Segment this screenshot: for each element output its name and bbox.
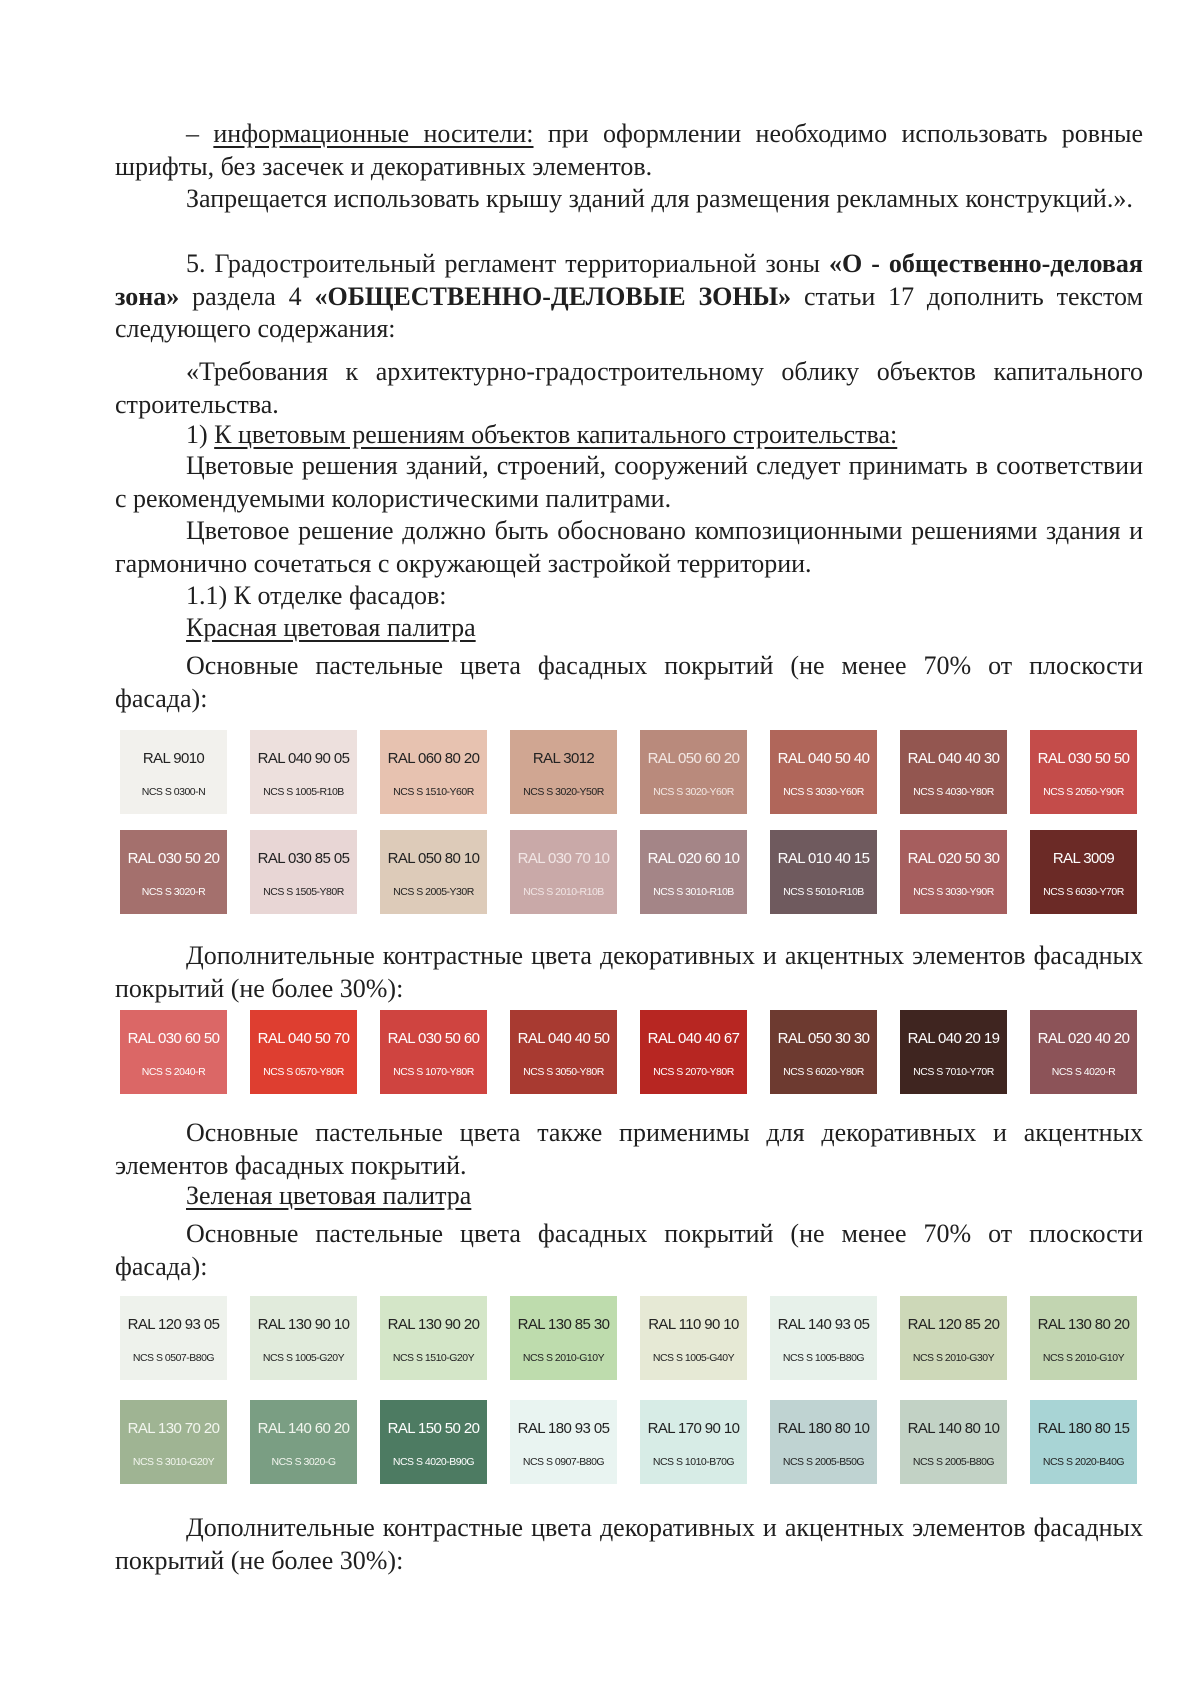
- ncs-code: NCS S 5010-R10B: [783, 886, 864, 898]
- paragraph-text: при оформлении необходимо использовать ровные шрифты, без засечек и декоративных элементов.: [115, 119, 1144, 181]
- ncs-code: NCS S 3020-R: [141, 886, 206, 898]
- paragraph-item-1: [115, 419, 1143, 452]
- paragraph-item-1-1: 1.1) К отделке фасадов:: [186, 581, 447, 610]
- ral-code: RAL 3012: [532, 750, 595, 767]
- ral-code: RAL 040 90 05: [257, 750, 350, 767]
- ral-code: RAL 140 80 10: [907, 1420, 1000, 1437]
- ral-code: RAL 130 80 20: [1037, 1316, 1130, 1333]
- color-swatch: [770, 830, 877, 914]
- ncs-code: NCS S 1070-Y80R: [393, 1066, 474, 1078]
- ral-code: RAL 030 50 20: [127, 850, 220, 867]
- zone-name: «О - общественно-деловая зона»: [115, 249, 1143, 311]
- color-swatch: [770, 1010, 877, 1094]
- ncs-code: NCS S 2005-B50G: [782, 1456, 865, 1468]
- ral-code: RAL 030 50 50: [1037, 750, 1130, 767]
- color-swatch: [120, 830, 227, 914]
- color-swatch: [900, 1296, 1007, 1380]
- ral-code: RAL 030 70 10: [517, 850, 610, 867]
- color-swatch: [120, 1296, 227, 1380]
- color-swatch: [1030, 1010, 1137, 1094]
- color-swatch: [1030, 730, 1137, 814]
- ral-code: RAL 180 80 15: [1037, 1420, 1130, 1437]
- ral-code: RAL 040 50 40: [777, 750, 870, 767]
- ral-code: RAL 040 40 50: [517, 1030, 610, 1047]
- ncs-code: NCS S 3010-R10B: [653, 886, 734, 898]
- color-swatch: [510, 1400, 617, 1484]
- color-swatch: [380, 1010, 487, 1094]
- ncs-code: NCS S 0570-Y80R: [263, 1066, 344, 1078]
- color-swatch: [900, 1010, 1007, 1094]
- ral-code: RAL 130 70 20: [127, 1420, 220, 1437]
- color-swatch: [120, 1010, 227, 1094]
- ral-code: RAL 030 50 60: [387, 1030, 480, 1047]
- ral-code: RAL 180 80 10: [777, 1420, 870, 1437]
- paragraph-roof-ban: Запрещается использовать крышу зданий для размещения рекламных конструкций.».: [186, 184, 1133, 213]
- ral-code: RAL 110 90 10: [648, 1316, 739, 1333]
- ral-code: RAL 180 93 05: [517, 1420, 610, 1437]
- ncs-code: NCS S 3030-Y90R: [913, 886, 994, 898]
- palette-heading: Зеленая цветовая палитра: [186, 1181, 472, 1210]
- ral-code: RAL 9010: [142, 750, 205, 767]
- paragraph-text: 5. Градостроительный регламент территориальной зоны: [186, 249, 829, 278]
- swatch-row-red-main-1: [120, 730, 1141, 814]
- ral-code: RAL 140 93 05: [777, 1316, 870, 1333]
- item-heading: К цветовым решениям объектов капитального строительства:: [214, 420, 898, 449]
- swatch-row-green-main-2: [120, 1400, 1141, 1484]
- ral-code: RAL 130 90 20: [387, 1316, 480, 1333]
- color-swatch: [900, 730, 1007, 814]
- ral-code: RAL 020 60 10: [647, 850, 740, 867]
- color-swatch: [250, 730, 357, 814]
- ncs-code: NCS S 3020-G: [271, 1456, 336, 1468]
- ral-code: RAL 120 85 20: [907, 1316, 1000, 1333]
- palette-heading: Красная цветовая палитра: [186, 613, 476, 642]
- swatch-row-red-main-2: [120, 830, 1141, 914]
- ral-code: RAL 030 60 50: [127, 1030, 220, 1047]
- ral-code: RAL 020 40 20: [1037, 1030, 1130, 1047]
- ncs-code: NCS S 2010-G10Y: [1042, 1352, 1125, 1364]
- ral-code: RAL 040 40 30: [907, 750, 1000, 767]
- paragraph-pastel-applicable: Основные пастельные цвета также применимы для декоративных и акцентных элементов фасадных покрытий.: [115, 1118, 1143, 1180]
- ncs-code: NCS S 6020-Y80R: [783, 1066, 864, 1078]
- ncs-code: NCS S 3020-Y50R: [523, 786, 604, 798]
- ncs-code: NCS S 4030-Y80R: [913, 786, 994, 798]
- heading-red-palette: [115, 612, 1143, 645]
- ral-code: RAL 060 80 20: [387, 750, 480, 767]
- paragraph-color-justification: Цветовое решение должно быть обосновано композиционными решениями здания и гармонично сочетаться с окружающей застройкой территории.: [115, 516, 1143, 578]
- paragraph-red-main-colors: Основные пастельные цвета фасадных покрытий (не менее 70% от плоскости фасада):: [115, 651, 1143, 713]
- ral-code: RAL 150 50 20: [387, 1420, 480, 1437]
- color-swatch: [640, 1296, 747, 1380]
- color-swatch: [640, 730, 747, 814]
- ral-code: RAL 040 20 19: [907, 1030, 1000, 1047]
- color-swatch: [250, 1296, 357, 1380]
- ncs-code: NCS S 2005-B80G: [912, 1456, 995, 1468]
- ncs-code: NCS S 0507-B80G: [132, 1352, 215, 1364]
- ncs-code: NCS S 2010-G30Y: [912, 1352, 995, 1364]
- ral-code: RAL 040 50 70: [257, 1030, 350, 1047]
- ncs-code: NCS S 7010-Y70R: [913, 1066, 994, 1078]
- ral-code: RAL 050 60 20: [647, 750, 740, 767]
- ncs-code: NCS S 2020-B40G: [1042, 1456, 1125, 1468]
- ncs-code: NCS S 0300-N: [141, 786, 206, 798]
- underlined-term: информационные носители:: [213, 119, 534, 148]
- ncs-code: NCS S 2010-R10B: [523, 886, 604, 898]
- ncs-code: NCS S 3020-Y60R: [653, 786, 734, 798]
- ncs-code: NCS S 1005-G40Y: [652, 1352, 735, 1364]
- ncs-code: NCS S 2050-Y90R: [1043, 786, 1124, 798]
- color-swatch: [1030, 1296, 1137, 1380]
- color-swatch: [640, 1400, 747, 1484]
- ncs-code: NCS S 1005-G20Y: [262, 1352, 345, 1364]
- ncs-code: NCS S 3010-G20Y: [132, 1456, 215, 1468]
- ncs-code: NCS S 2010-G10Y: [522, 1352, 605, 1364]
- ncs-code: NCS S 4020-R: [1051, 1066, 1116, 1078]
- ncs-code: NCS S 1005-R10B: [263, 786, 344, 798]
- paragraph-info-carriers: [115, 118, 1143, 183]
- color-swatch: [770, 730, 877, 814]
- color-swatch: [510, 1296, 617, 1380]
- ncs-code: NCS S 1510-G20Y: [392, 1352, 475, 1364]
- swatch-row-red-accent: [120, 1010, 1141, 1094]
- color-swatch: [250, 830, 357, 914]
- ncs-code: NCS S 2040-R: [141, 1066, 206, 1078]
- color-swatch: [380, 1296, 487, 1380]
- ral-code: RAL 120 93 05: [127, 1316, 220, 1333]
- ncs-code: NCS S 1505-Y80R: [263, 886, 344, 898]
- ncs-code: NCS S 4020-B90G: [392, 1456, 475, 1468]
- paragraph-text: статьи 17 дополнить текстом следующего содержания:: [115, 281, 1144, 343]
- heading-green-palette: [115, 1180, 1143, 1213]
- paragraph-requirements: «Требования к архитектурно-градостроительному облику объектов капитального строительства.: [115, 357, 1143, 419]
- paragraph-section-5: [115, 248, 1143, 346]
- ncs-code: NCS S 6030-Y70R: [1043, 886, 1124, 898]
- ncs-code: NCS S 2005-Y30R: [393, 886, 474, 898]
- color-swatch: [900, 1400, 1007, 1484]
- paragraph-green-accent-colors: Дополнительные контрастные цвета декоративных и акцентных элементов фасадных покрытий (не более 30%):: [115, 1513, 1143, 1575]
- ral-code: RAL 010 40 15: [777, 850, 870, 867]
- section-name: «ОБЩЕСТВЕННО-ДЕЛОВЫЕ ЗОНЫ»: [314, 281, 792, 311]
- ral-code: RAL 140 60 20: [257, 1420, 350, 1437]
- color-swatch: [640, 830, 747, 914]
- paragraph-text: раздела 4: [179, 281, 315, 311]
- ral-code: RAL 130 85 30: [517, 1316, 610, 1333]
- ncs-code: NCS S 1510-Y60R: [393, 786, 474, 798]
- color-swatch: [770, 1400, 877, 1484]
- ncs-code: NCS S 0907-B80G: [522, 1456, 605, 1468]
- swatch-row-green-main-1: [120, 1296, 1141, 1380]
- paragraph-red-accent-colors: Дополнительные контрастные цвета декоративных и акцентных элементов фасадных покрытий (не более 30%):: [115, 941, 1143, 1003]
- ral-code: RAL 030 85 05: [257, 850, 350, 867]
- ncs-code: NCS S 1010-B70G: [652, 1456, 735, 1468]
- ral-code: RAL 050 80 10: [387, 850, 480, 867]
- ral-code: RAL 170 90 10: [647, 1420, 740, 1437]
- color-swatch: [510, 730, 617, 814]
- color-swatch: [640, 1010, 747, 1094]
- ral-code: RAL 3009: [1052, 850, 1115, 867]
- paragraph-green-main-colors: Основные пастельные цвета фасадных покрытий (не менее 70% от плоскости фасада):: [115, 1219, 1143, 1281]
- ral-code: RAL 130 90 10: [257, 1316, 350, 1333]
- color-swatch: [120, 1400, 227, 1484]
- color-swatch: [770, 1296, 877, 1380]
- ral-code: RAL 040 40 67: [647, 1030, 740, 1047]
- item-number: 1): [186, 420, 215, 449]
- ncs-code: NCS S 2070-Y80R: [653, 1066, 734, 1078]
- color-swatch: [120, 730, 227, 814]
- color-swatch: [250, 1010, 357, 1094]
- color-swatch: [510, 830, 617, 914]
- ncs-code: NCS S 1005-B80G: [782, 1352, 865, 1364]
- color-swatch: [380, 1400, 487, 1484]
- color-swatch: [380, 730, 487, 814]
- color-swatch: [380, 830, 487, 914]
- color-swatch: [250, 1400, 357, 1484]
- ncs-code: NCS S 3030-Y60R: [783, 786, 864, 798]
- dash: –: [186, 119, 214, 148]
- color-swatch: [900, 830, 1007, 914]
- color-swatch: [1030, 1400, 1137, 1484]
- ral-code: RAL 050 30 30: [777, 1030, 870, 1047]
- color-swatch: [510, 1010, 617, 1094]
- color-swatch: [1030, 830, 1137, 914]
- ral-code: RAL 020 50 30: [907, 850, 1000, 867]
- paragraph-color-solutions: Цветовые решения зданий, строений, сооружений следует принимать в соответствии с рекомендуемыми колористическими палитрами.: [115, 451, 1143, 513]
- ncs-code: NCS S 3050-Y80R: [523, 1066, 604, 1078]
